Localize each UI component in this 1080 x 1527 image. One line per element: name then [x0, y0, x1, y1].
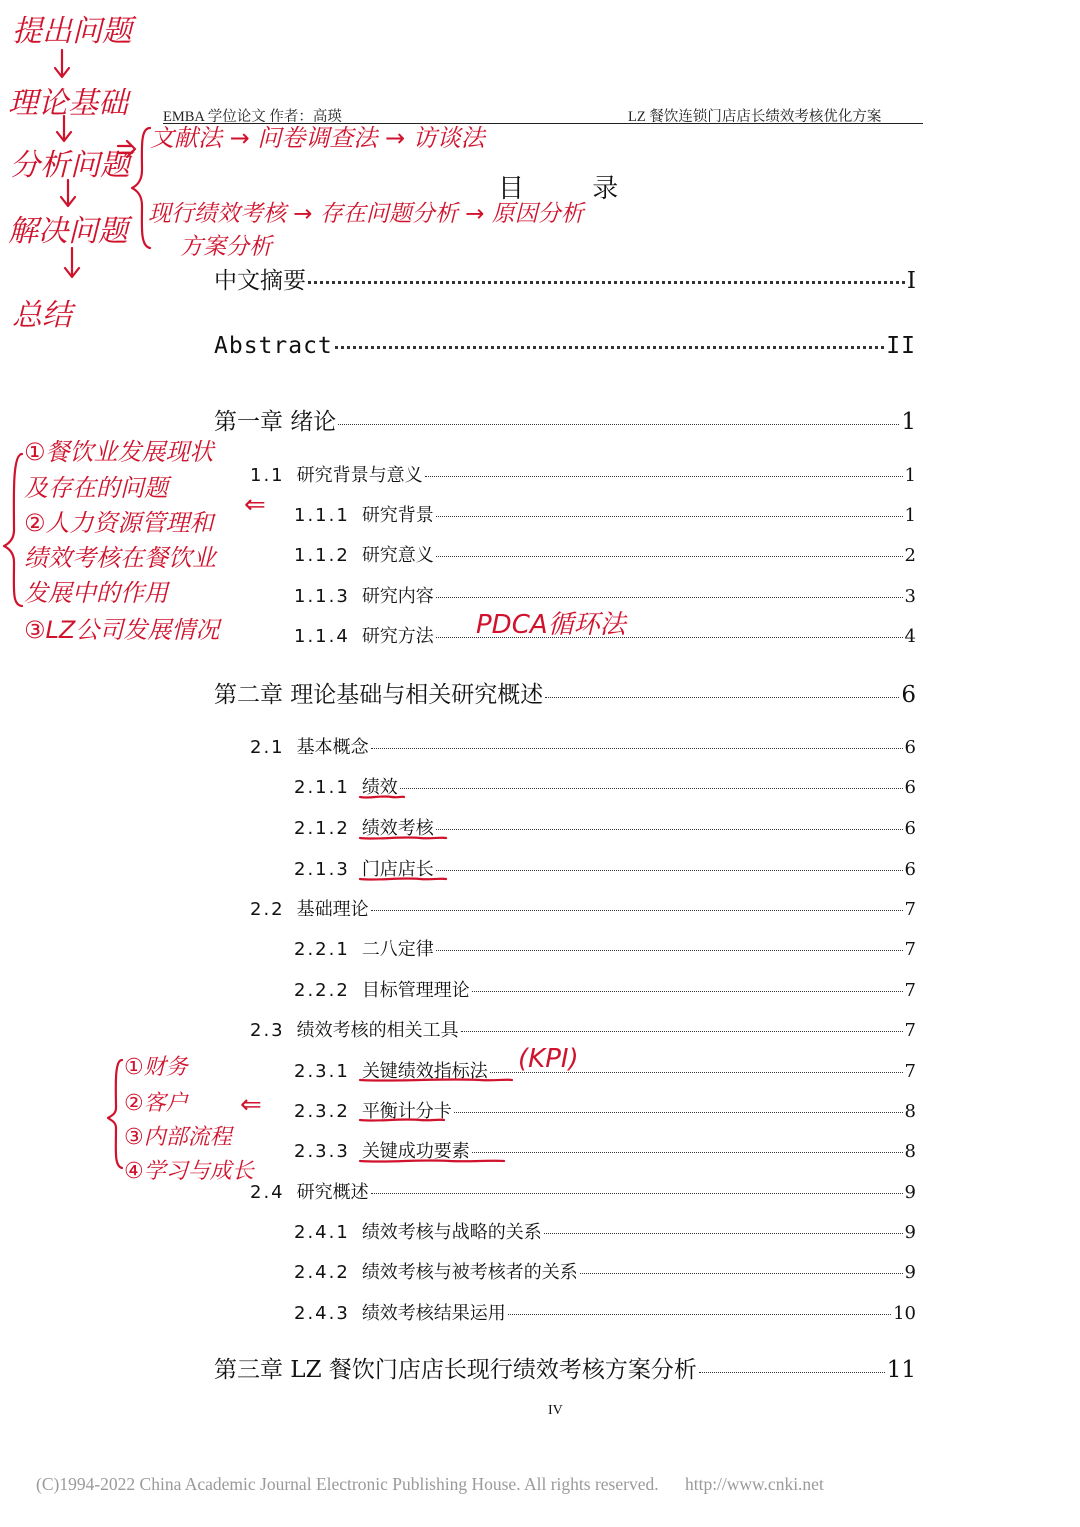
toc-entry-label: 关键绩效指标法: [361, 1061, 488, 1082]
handwritten-bsc-item: ④学习与成长: [124, 1159, 254, 1184]
toc-entry[interactable]: [214, 262, 916, 295]
toc-entry[interactable]: [250, 733, 916, 759]
toc-entry[interactable]: [294, 1137, 916, 1163]
toc-leader-dots: [436, 950, 903, 951]
toc-entry[interactable]: [294, 1299, 916, 1325]
toc-entry-page: 1: [901, 409, 916, 435]
toc-entry-label: 第三章 LZ 餐饮门店店长现行绩效考核方案分析: [214, 1357, 697, 1383]
toc-entry-page: 6: [904, 737, 916, 758]
toc-entry-label: 绩效考核与战略的关系: [361, 1222, 542, 1243]
toc-entry-page: 11: [886, 1357, 916, 1383]
toc-entry-number: 2.2.1: [294, 939, 350, 960]
toc-entry-label: 绩效: [361, 777, 398, 798]
toc-leader-dots: [335, 346, 885, 349]
toc-entry-number: 2.2: [250, 899, 285, 920]
toc-entry-label: 研究背景与意义: [296, 465, 423, 486]
handwritten-flow-step: 提出问题: [12, 14, 132, 49]
curly-brace-icon: [4, 454, 22, 606]
toc-entry-page: 7: [904, 939, 916, 960]
toc-entry[interactable]: [294, 1258, 916, 1284]
toc-leader-dots: [472, 991, 903, 992]
toc-entry-label: 研究背景: [361, 505, 434, 526]
toc-entry-page: 1: [904, 465, 916, 486]
toc-entry-page: II: [886, 333, 916, 359]
toc-entry-label: 门店店长: [361, 859, 434, 880]
toc-entry-page: 7: [904, 980, 916, 1001]
toc-entry-label: 目标管理理论: [361, 980, 470, 1001]
toc-entry[interactable]: [294, 501, 916, 527]
toc-entry-label: 二八定律: [361, 939, 434, 960]
toc-entry[interactable]: [294, 773, 916, 799]
toc-entry-number: 2.1.2: [294, 818, 350, 839]
handwritten-flow-step: 理论基础: [8, 86, 128, 121]
toc-entry-number: 1.1.1: [294, 505, 350, 526]
toc-entry-label: 关键成功要素: [361, 1141, 470, 1162]
toc-entry-number: 2.3.2: [294, 1101, 350, 1122]
toc-entry-label: 绩效考核与被考核者的关系: [361, 1262, 578, 1283]
handwritten-flow-step: 总结: [12, 298, 72, 333]
toc-entry-number: 2.4.3: [294, 1303, 350, 1324]
toc-entry[interactable]: [250, 1178, 916, 1204]
toc-entry-number: 1.1.4: [294, 626, 350, 647]
toc-title: 目 录: [498, 174, 649, 204]
toc-entry-number: 2.3: [250, 1020, 285, 1041]
toc-entry[interactable]: [250, 1016, 916, 1042]
toc-entry-page: 8: [904, 1101, 916, 1122]
toc-leader-dots: [436, 556, 903, 557]
toc-entry-number: 2.3.1: [294, 1061, 350, 1082]
toc-entry-page: 7: [904, 899, 916, 920]
toc-entry-label: Abstract: [214, 333, 333, 359]
toc-leader-dots: [425, 476, 903, 477]
toc-entry-number: 1.1.2: [294, 545, 350, 566]
toc-entry-label: 研究意义: [361, 545, 434, 566]
toc-entry-number: 2.1: [250, 737, 285, 758]
handwritten-note-line: ①餐饮业发展现状: [24, 438, 214, 466]
copyright-text: (C)1994-2022 China Academic Journal Electronic Publishing House. All rights reserved.: [36, 1474, 659, 1494]
handwritten-bsc-item: ①财务: [124, 1055, 188, 1080]
toc-entry[interactable]: [294, 935, 916, 961]
toc-entry-page: 9: [904, 1182, 916, 1203]
toc-leader-dots: [436, 870, 903, 871]
toc-leader-dots: [545, 697, 899, 698]
copyright-watermark: [36, 1474, 846, 1495]
toc-leader-dots: [436, 516, 903, 517]
toc-entry-number: 2.3.3: [294, 1141, 350, 1162]
handwritten-analysis-chain: 方案分析: [180, 234, 272, 260]
handwritten-arrow-icon: ⇐: [240, 1090, 262, 1120]
toc-entry-label: 第二章 理论基础与相关研究概述: [214, 682, 544, 708]
toc-entry-page: 9: [904, 1262, 916, 1283]
handwritten-note-line: 发展中的作用: [24, 579, 168, 607]
toc-entry-page: 7: [904, 1061, 916, 1082]
toc-entry-label: 研究方法: [361, 626, 434, 647]
toc-leader-dots: [371, 1193, 903, 1194]
running-header-left: EMBA 学位论文 作者：高瑛: [163, 109, 342, 125]
toc-entry-page: 1: [904, 505, 916, 526]
toc-entry-number: 1.1.3: [294, 586, 350, 607]
handwritten-bsc-item: ③内部流程: [124, 1125, 232, 1150]
toc-entry-label: 基础理论: [296, 899, 369, 920]
toc-entry[interactable]: [214, 676, 916, 709]
toc-entry-label: 绩效考核: [361, 818, 434, 839]
toc-leader-dots: [400, 788, 903, 789]
toc-leader-dots: [699, 1372, 885, 1373]
toc-entry-number: 1.1: [250, 465, 285, 486]
toc-entry-page: 9: [904, 1222, 916, 1243]
toc-entry-number: 2.4: [250, 1182, 285, 1203]
toc-leader-dots: [580, 1273, 903, 1274]
toc-entry[interactable]: [214, 333, 916, 359]
toc-leader-dots: [544, 1233, 903, 1234]
toc-entry-page: 6: [901, 682, 916, 708]
curly-brace-icon: [108, 1060, 122, 1168]
toc-entry-label: 第一章 绪论: [214, 409, 337, 435]
toc-leader-dots: [461, 1031, 903, 1032]
toc-leader-dots: [472, 1152, 903, 1153]
toc-entry[interactable]: [294, 1057, 916, 1083]
handwritten-note-line: ②人力资源管理和: [24, 509, 214, 537]
toc-entry-page: 6: [904, 859, 916, 880]
toc-entry[interactable]: [294, 1097, 916, 1123]
toc-entry[interactable]: [294, 855, 916, 881]
copyright-url[interactable]: http://www.cnki.net: [684, 1474, 824, 1494]
handwritten-bsc-item: ②客户: [124, 1091, 188, 1116]
handwritten-note-line: 绩效考核在餐饮业: [24, 544, 216, 572]
toc-entry-label: 基本概念: [296, 737, 369, 758]
running-header-right: LZ 餐饮连锁门店店长绩效考核优化方案: [628, 109, 882, 125]
toc-entry-number: 2.1.1: [294, 777, 350, 798]
toc-leader-dots: [371, 910, 903, 911]
toc-leader-dots: [508, 1314, 891, 1315]
page-number: IV: [548, 1403, 563, 1418]
down-arrow-icon: [65, 248, 79, 277]
toc-entry-page: 8: [904, 1141, 916, 1162]
handwritten-analysis-chain: 现行绩效考核 → 存在问题分析 → 原因分析: [148, 201, 584, 227]
toc-entry[interactable]: [250, 895, 916, 921]
toc-entry[interactable]: [214, 1351, 916, 1384]
toc-entry-label: 研究内容: [361, 586, 434, 607]
toc-entry-page: 6: [904, 777, 916, 798]
toc-entry[interactable]: [294, 1218, 916, 1244]
handwritten-note-line: 及存在的问题: [24, 474, 168, 502]
handwritten-flow-step: 分析问题: [10, 148, 130, 183]
down-arrow-icon: [55, 50, 69, 77]
toc-entry-page: 4: [904, 626, 916, 647]
toc-entry-number: 2.1.3: [294, 859, 350, 880]
toc-entry-page: I: [906, 268, 916, 294]
handwritten-flow-step: 解决问题: [8, 214, 128, 249]
toc-leader-dots: [436, 597, 903, 598]
toc-leader-dots: [338, 424, 899, 425]
toc-entry-page: 3: [904, 586, 916, 607]
toc-entry-page: 10: [893, 1303, 916, 1324]
toc-entry-label: 中文摘要: [214, 268, 306, 294]
toc-entry-number: 2.4.2: [294, 1262, 350, 1283]
toc-entry-page: 6: [904, 818, 916, 839]
toc-leader-dots: [454, 1112, 903, 1113]
toc-entry-label: 平衡计分卡: [361, 1101, 452, 1122]
toc-entry[interactable]: [250, 461, 916, 487]
toc-entry-number: 2.2.2: [294, 980, 350, 1001]
toc-leader-dots: [371, 748, 903, 749]
toc-entry-label: 绩效考核结果运用: [361, 1303, 506, 1324]
toc-entry[interactable]: [214, 403, 916, 436]
handwritten-kpi-note: (KPI): [518, 1044, 579, 1074]
toc-leader-dots: [436, 829, 903, 830]
toc-leader-dots: [308, 281, 905, 284]
toc-entry-page: 2: [904, 545, 916, 566]
toc-entry[interactable]: [294, 814, 916, 840]
toc-entry-page: 7: [904, 1020, 916, 1041]
handwritten-method-chain: 文献法 → 问卷调查法 → 访谈法: [150, 124, 485, 152]
toc-entry[interactable]: [294, 976, 916, 1002]
handwritten-method-note: PDCA循环法: [476, 610, 626, 640]
handwritten-note-line: ③LZ公司发展情况: [24, 616, 220, 644]
toc-entry-label: 绩效考核的相关工具: [296, 1020, 459, 1041]
toc-entry-label: 研究概述: [296, 1182, 369, 1203]
toc-entry[interactable]: [294, 541, 916, 567]
toc-entry-number: 2.4.1: [294, 1222, 350, 1243]
handwritten-arrow-icon: ⇐: [244, 490, 266, 520]
curly-brace-icon: [132, 128, 150, 248]
